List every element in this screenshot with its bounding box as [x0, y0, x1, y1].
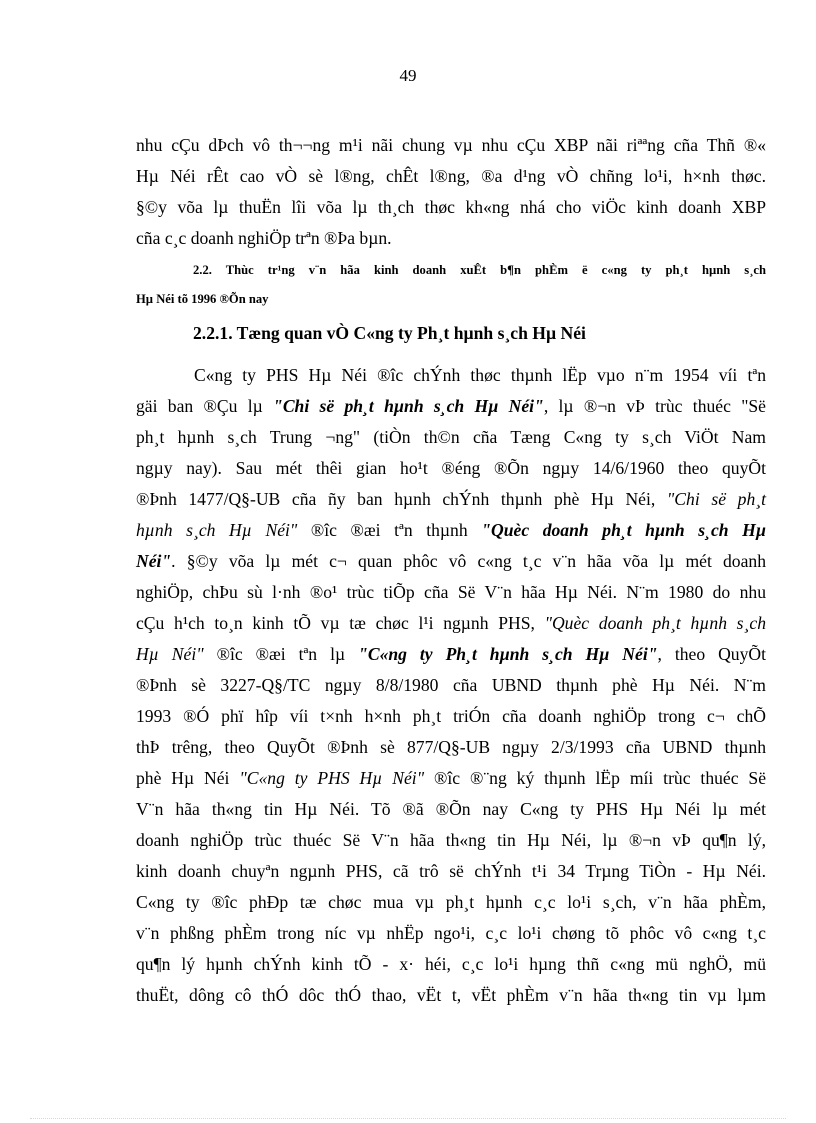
emphasized-text: hµnh s¸ch Hµ Néi" — [136, 520, 298, 540]
text-run: C«ng ty PHS Hµ Néi ®îc chÝnh thøc thµnh lËp vµo n¨m 1954 víi tªn — [194, 365, 766, 385]
heading-line: 2.2. Thùc tr¹ng v¨n hãa kinh doanh xuÊt b¶n phÈm ë c«ng ty ph¸t hµnh s¸ch — [193, 263, 766, 277]
text-line: §©y võa lµ thuËn lîi võa lµ th¸ch thøc kh«ng nhá cho viÖc kinh doanh XBP — [136, 197, 766, 217]
text-line — [136, 360, 766, 391]
text-run: V¨n hãa th«ng tin Hµ Néi. Tõ ®ã ®Õn nay C«ng ty PHS Hµ Néi lµ mét — [136, 799, 766, 819]
text-line — [136, 639, 766, 670]
text-line — [136, 453, 766, 484]
text-line — [136, 515, 766, 546]
text-line — [136, 670, 766, 701]
text-line — [136, 949, 766, 980]
text-run: thÞ trêng, theo QuyÕt ®Þnh sè 877/Q§-UB ngµy 2/3/1993 cña UBND thµnh — [136, 737, 766, 757]
heading-line: Hµ Néi tõ 1996 ®Õn nay — [136, 292, 269, 306]
section-heading-2-2 — [136, 256, 766, 314]
text-run: v¨n phßng phÈm trong níc vµ nhËp ngo¹i, c¸c lo¹i chøng tõ phôc vô c«ng t¸c — [136, 923, 766, 943]
text-run: ®îc ®æi tªn lµ — [203, 644, 359, 664]
text-run: cÇu h¹ch to¸n kinh tÕ vµ tæ chøc l¹i ngµnh PHS, — [136, 613, 545, 633]
paragraph-intro — [136, 130, 766, 254]
emphasized-text: Hµ Néi" — [136, 644, 204, 664]
text-line — [136, 980, 766, 1011]
text-run: doanh nghiÖp trùc thuéc Së V¨n hãa th«ng tin Hµ Néi, lµ ®¬n vÞ qu¶n lý, — [136, 830, 766, 850]
text-run: nghiÖp, chÞu sù l·nh ®o¹ trùc tiÕp cña Së V¨n hãa Hµ Néi. N¨m 1980 do nhu — [136, 582, 766, 602]
text-run: ngµy nay). Sau mét thêi gian ho¹t ®éng ®Õn ngµy 14/6/1960 theo quyÕt — [136, 458, 766, 478]
paragraph-company-history — [136, 360, 766, 1011]
text-run: ®îc ®æi tªn thµnh — [297, 520, 482, 540]
text-run: ®Þnh sè 3227-Q§/TC ngµy 8/8/1980 cña UBND thµnh phè Hµ Néi. N¨m — [136, 675, 766, 695]
text-line — [136, 422, 766, 453]
text-run: 1993 ®Ó phï hîp víi t×nh h×nh ph¸t triÓn cña doanh nghiÖp trong c¬ chÕ — [136, 706, 766, 726]
text-line — [136, 608, 766, 639]
text-line — [136, 577, 766, 608]
text-line: Hµ Néi rÊt cao vÒ sè l®ng, chÊt l®ng, ®a d¹ng vÒ chñng lo¹i, h×nh thøc. — [136, 166, 766, 186]
text-run: gäi ban ®Çu lµ — [136, 396, 274, 416]
text-line — [136, 763, 766, 794]
text-run: kinh doanh chuyªn ngµnh PHS, cã trô së chÝnh t¹i 34 Trµng TiÒn - Hµ Néi. — [136, 861, 766, 881]
text-run: ®îc ®¨ng ký thµnh lËp míi trùc thuéc Së — [424, 768, 767, 788]
text-run: ®Þnh 1477/Q§-UB cña ñy ban hµnh chÝnh thµnh phè Hµ Néi, — [136, 489, 667, 509]
emphasized-text: "Quèc doanh ph¸t hµnh s¸ch — [544, 613, 766, 633]
emphasized-text: "Chi së ph¸t — [666, 489, 766, 509]
text-run: qu¶n lý hµnh chÝnh kinh tÕ - x· héi, c¸c lo¹i hµng thñ c«ng mü nghÖ, mü — [136, 954, 766, 974]
text-line — [136, 546, 766, 577]
emphasized-text: "C«ng ty Ph¸t hµnh s¸ch Hµ Néi" — [358, 644, 658, 664]
section-heading-2-2-1: 2.2.1. Tæng quan vÒ C«ng ty Ph¸t hµnh s¸ch Hµ Néi — [193, 323, 586, 343]
text-line — [136, 856, 766, 887]
page-bottom-rule — [30, 1118, 786, 1119]
text-run: ph¸t hµnh s¸ch Trung ¬ng" (tiÒn th©n cña Tæng C«ng ty s¸ch ViÖt Nam — [136, 427, 766, 447]
text-line — [136, 825, 766, 856]
text-run: . §©y võa lµ mét c¬ quan phôc vô c«ng t¸c v¨n hãa võa lµ mét doanh — [171, 551, 766, 571]
text-line — [136, 391, 766, 422]
text-line — [136, 732, 766, 763]
text-line — [136, 701, 766, 732]
text-run: thuËt, dông cô thÓ dôc thÓ thao, vËt t, vËt phÈm v¨n hãa th«ng tin vµ lµm — [136, 985, 766, 1005]
text-line — [136, 918, 766, 949]
text-line: cña c¸c doanh nghiÖp trªn ®Þa bµn. — [136, 228, 392, 248]
text-line — [136, 887, 766, 918]
text-run: , theo QuyÕt — [657, 644, 766, 664]
emphasized-text: "Quèc doanh ph¸t hµnh s¸ch Hµ — [481, 520, 766, 540]
emphasized-text: "Chi së ph¸t hµnh s¸ch Hµ Néi" — [273, 396, 544, 416]
emphasized-text: "C«ng ty PHS Hµ Néi" — [239, 768, 425, 788]
page-number: 49 — [399, 66, 417, 85]
text-run: C«ng ty ®îc phÐp tæ chøc mua vµ ph¸t hµnh c¸c lo¹i s¸ch, v¨n hãa phÈm, — [136, 892, 766, 912]
text-line — [136, 484, 766, 515]
text-line: nhu cÇu dÞch vô th¬¬ng m¹i nãi chung vµ nhu cÇu XBP nãi riªªng cña Thñ ®« — [136, 135, 766, 155]
emphasized-text: Néi" — [136, 551, 172, 571]
text-run: phè Hµ Néi — [136, 768, 240, 788]
text-run: , lµ ®¬n vÞ trùc thuéc "Së — [543, 396, 766, 416]
text-line — [136, 794, 766, 825]
